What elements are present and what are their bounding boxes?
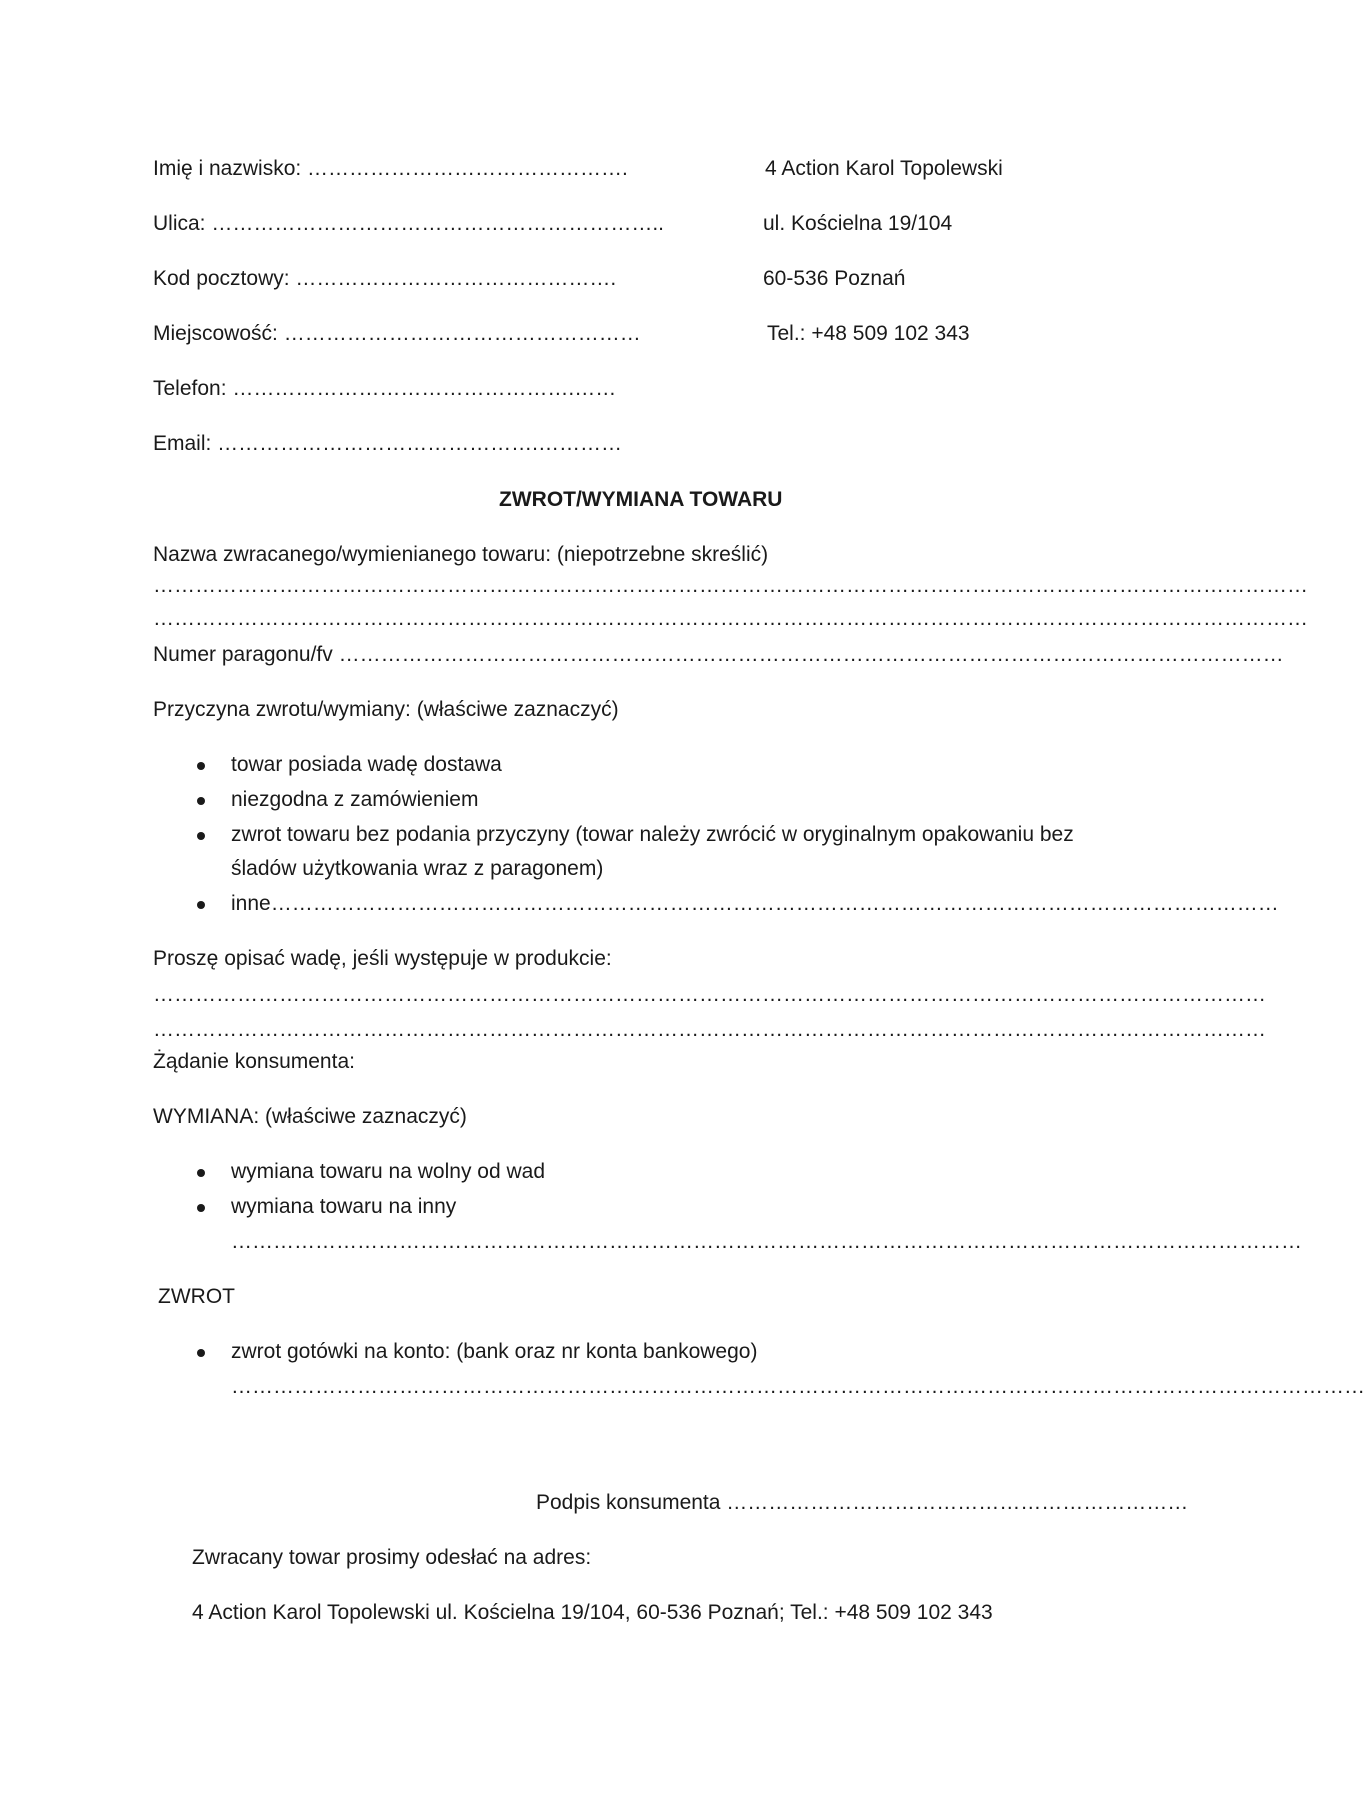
product-name-line-2: …………………………………………………………………………………………………………………………………………………: [153, 607, 1308, 630]
return-address: 4 Action Karol Topolewski ul. Kościelna 19/104, 60-536 Poznań; Tel.: +48 509 102 343: [192, 1601, 993, 1624]
exchange-option-other-product: wymiana towaru na inny: [231, 1195, 457, 1218]
receipt-number-field: Numer paragonu/fv ………………………………………………………………………………………………………………………: [153, 643, 1284, 666]
bullet-icon: [197, 762, 205, 770]
seller-city: 60-536 Poznań: [763, 267, 906, 290]
reason-label: Przyczyna zwrotu/wymiany: (właściwe zaznaczyć): [153, 698, 619, 721]
reason-option-no-reason: zwrot towaru bez podania przyczyny (towar należy zwrócić w oryginalnym opakowaniu bez: [231, 823, 1074, 846]
reason-option-mismatch: niezgodna z zamówieniem: [231, 788, 479, 811]
exchange-label: WYMIANA: (właściwe zaznaczyć): [153, 1105, 467, 1128]
defect-line-2: ……………………………………………………………………………………………………………………………………………: [153, 1018, 1266, 1041]
seller-company: 4 Action Karol Topolewski: [765, 157, 1003, 180]
customer-city-field: Miejscowość: ……………………………………………: [153, 322, 641, 345]
product-name-label: Nazwa zwracanego/wymienianego towaru: (niepotrzebne skreślić): [153, 543, 769, 566]
refund-label: ZWROT: [158, 1285, 235, 1308]
refund-bank-line: ………………………………………………………………………………………………………………………………………………: [231, 1375, 1365, 1398]
customer-street-field: Ulica: ………………………………………………………..: [153, 212, 665, 235]
exchange-other-line: ………………………………………………………………………………………………………………………………………: [231, 1230, 1302, 1253]
reason-option-defect: towar posiada wadę dostawa: [231, 753, 502, 776]
seller-street: ul. Kościelna 19/104: [763, 212, 953, 235]
bullet-icon: [197, 1349, 205, 1357]
refund-option-bank-transfer: zwrot gotówki na konto: (bank oraz nr konta bankowego): [231, 1340, 758, 1363]
form-title: ZWROT/WYMIANA TOWARU: [499, 488, 783, 511]
bullet-icon: [197, 797, 205, 805]
demand-label: Żądanie konsumenta:: [153, 1050, 355, 1073]
reason-option-no-reason-continued: śladów użytkowania wraz z paragonem): [231, 857, 604, 880]
bullet-icon: [197, 832, 205, 840]
consumer-signature-field: Podpis konsumenta …………………………………………………………: [536, 1491, 1189, 1514]
bullet-icon: [197, 901, 205, 909]
product-name-line-1: …………………………………………………………………………………………………………………………………………………: [153, 574, 1308, 597]
exchange-option-defect-free: wymiana towaru na wolny od wad: [231, 1160, 545, 1183]
customer-postal-code-field: Kod pocztowy: ……………………………………….: [153, 267, 617, 290]
customer-name-field: Imię i nazwisko: ……………………………………….: [153, 157, 628, 180]
return-address-label: Zwracany towar prosimy odesłać na adres:: [192, 1546, 592, 1569]
seller-phone: Tel.: +48 509 102 343: [767, 322, 970, 345]
customer-email-field: Email: ……………………………………….…………: [153, 432, 623, 455]
reason-option-other: inne………………………………………………………………………………………………………………………………: [231, 892, 1279, 915]
defect-line-1: ……………………………………………………………………………………………………………………………………………: [153, 983, 1266, 1006]
defect-label: Proszę opisać wadę, jeśli występuje w produkcie:: [153, 947, 612, 970]
bullet-icon: [197, 1169, 205, 1177]
bullet-icon: [197, 1204, 205, 1212]
customer-phone-field: Telefon: ………………………………………….……: [153, 377, 617, 400]
